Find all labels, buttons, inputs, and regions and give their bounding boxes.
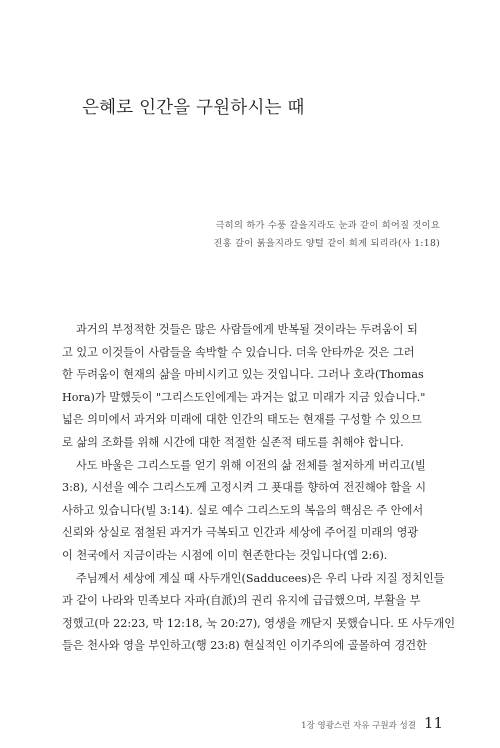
text-line: 주님께서 세상에 계실 때 사두개인(Sadducees)은 우리 나라 지질 정치인들 — [76, 571, 445, 585]
text-line: 신뢰와 상실로 점철된 과거가 극복되고 인간과 세상에 주어질 미래의 영광 — [62, 526, 419, 540]
page-footer — [301, 714, 443, 732]
text-line: 정했고(마 22:23, 막 12:18, 눅 20:27), 영생을 깨닫지 못했습니다. 또 사두개인 — [62, 616, 455, 630]
paragraph-2 — [62, 455, 440, 568]
chapter-title: 은혜로 인간을 구원하시는 때 — [82, 98, 305, 118]
page-number: 11 — [423, 714, 443, 732]
text-line: 과 같이 나라와 민족보다 자파(自派)의 권리 유지에 급급했으며, 부활을 부 — [62, 594, 421, 608]
text-line: 3:8), 시선을 예수 그리스도께 고정시켜 그 푯대를 향하여 전진해야 함을 시 — [62, 481, 427, 495]
paragraph-1 — [62, 319, 440, 455]
text-line: 사도 바울은 그리스도를 얻기 위해 이전의 삶 전체를 철저하게 버리고(빌 — [76, 458, 426, 472]
text-line: 들은 천사와 영을 부인하고(행 23:8) 현실적인 이기주의에 골몰하여 경건한 — [62, 639, 427, 653]
text-line: 로 삶의 조화를 위해 시간에 대한 적절한 실존적 태도를 취해야 합니다. — [62, 435, 404, 449]
text-line: 고 있고 이것들이 사람들을 속박할 수 있습니다. 더욱 안타까운 것은 그러 — [62, 345, 415, 359]
epigraph-line: 극히의 하가 수풍 갈을지라도 눈과 같이 희어질 것이요 — [215, 220, 440, 231]
epigraph-quote — [214, 217, 440, 253]
text-line: 사하고 있습니다(빌 3:14). 실로 예수 그리스도의 복음의 핵심은 주 안에서 — [62, 503, 424, 517]
text-line: 이 천국에서 지금이라는 시점에 이미 현존한다는 것입니다(엡 2:6). — [62, 548, 388, 562]
epigraph-line: 진홍 갈이 붉을지라도 양털 같이 희게 되리라(사 1:18) — [213, 238, 440, 249]
text-line: Hora)가 말했듯이 "그리스도인에게는 과거는 없고 미래가 지금 있습니다." — [62, 390, 426, 404]
text-line: 과거의 부정적한 것들은 많은 사람들에게 반복될 것이라는 두려움이 되 — [76, 323, 418, 336]
text-line: 넓은 의미에서 과거와 미래에 대한 인간의 태도는 현재를 구성할 수 있으므 — [62, 413, 422, 427]
running-footer-chapter: 1장 영광스런 자유 구원과 성결 — [301, 721, 416, 731]
text-line: 한 두려움이 현재의 삶을 마비시키고 있는 것입니다. 그러나 호라(Thomas — [62, 368, 424, 382]
body-text — [62, 319, 455, 658]
paragraph-3 — [62, 568, 455, 658]
